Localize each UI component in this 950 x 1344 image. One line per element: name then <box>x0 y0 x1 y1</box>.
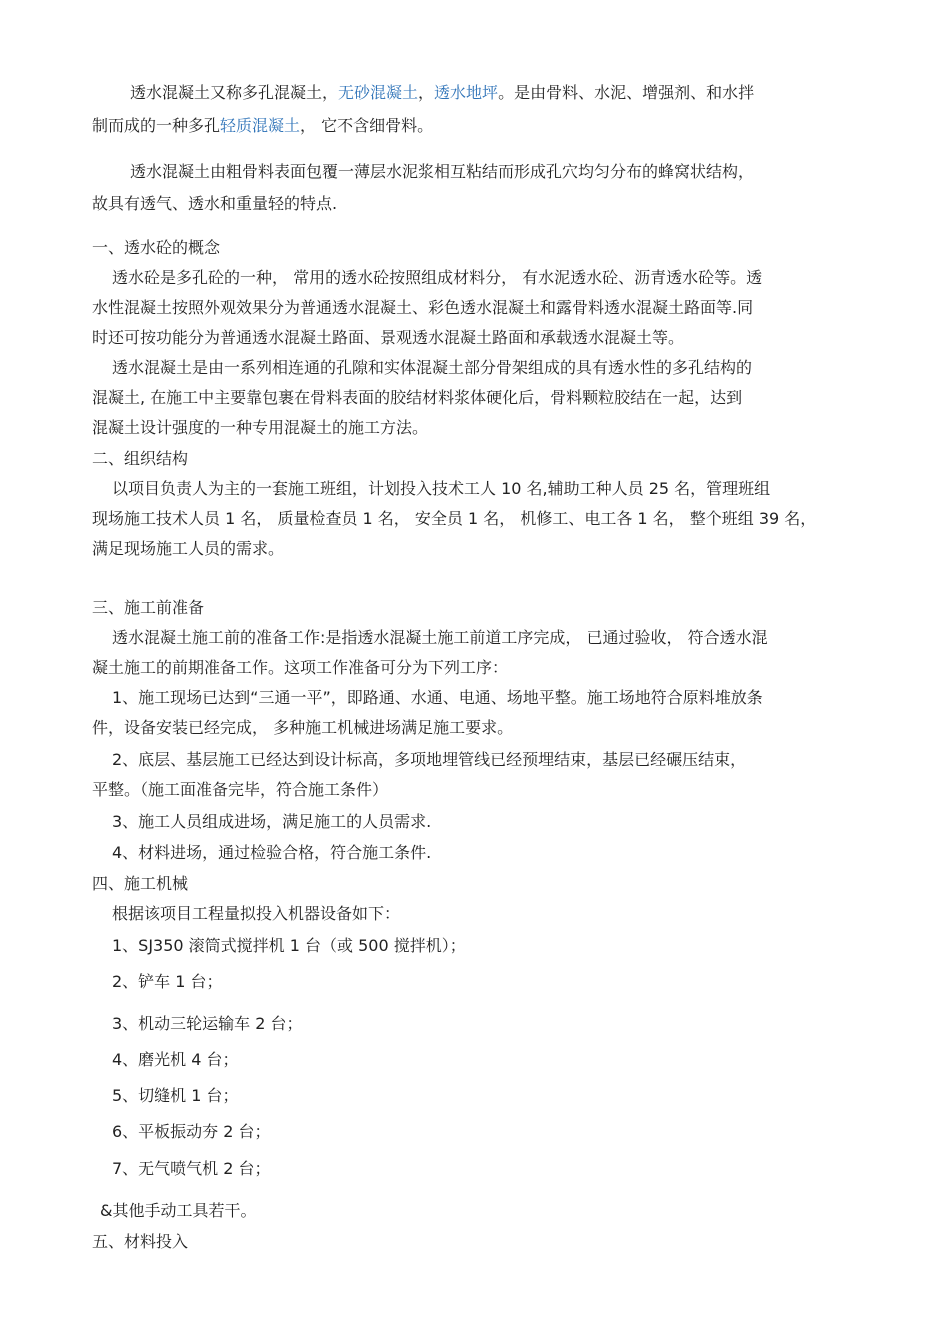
intro-line-2 <box>92 116 862 136</box>
section-2-heading: 二、组织结构 <box>92 449 189 468</box>
section-3-line: 平整。（施工面准备完毕，符合施工条件） <box>92 780 389 799</box>
section-2-line: 以项目负责人为主的一套施工班组，计划投入技术工人 10 名,辅助工种人员 25 名，管理班组 <box>112 479 771 498</box>
intro-text: 。是由骨料、水泥、增强剂、和水拌 <box>498 83 755 102</box>
intro-line-1 <box>130 83 900 103</box>
section-1-line: 混凝土设计强度的一种专用混凝土的施工方法。 <box>92 418 429 437</box>
other-tools-line: &其他手动工具若干。 <box>100 1201 257 1220</box>
section-2-line: 现场施工技术人员 1 名， 质量检查员 1 名， 安全员 1 名， 机修工、电工各 1 名， 整个班组 39 名， <box>92 509 817 528</box>
machine-list-item: 1、SJ350 滚筒式搅拌机 1 台（或 500 搅拌机）； <box>112 936 466 955</box>
intro-p2-line-2: 故具有透气、透水和重量轻的特点. <box>92 194 338 213</box>
section-3-heading: 三、施工前准备 <box>92 598 205 617</box>
machine-list-item: 4、磨光机 4 台； <box>112 1050 239 1069</box>
intro-text: ， 它不含细骨料。 <box>300 116 434 135</box>
link-wusha-concrete[interactable]: 无砂混凝土 <box>338 83 419 102</box>
intro-p2-line-1: 透水混凝土由粗骨料表面包覆一薄层水泥浆相互粘结而形成孔穴均匀分布的蜂窝状结构， <box>130 162 755 181</box>
machine-list-item: 6、平板振动夯 2 台； <box>112 1122 271 1141</box>
intro-text: ， <box>418 83 435 102</box>
link-lightweight-concrete[interactable]: 轻质混凝土 <box>220 116 301 135</box>
machine-list-item: 2、铲车 1 台； <box>112 972 223 991</box>
section-1-line: 水性混凝土按照外观效果分为普通透水混凝土、彩色透水混凝土和露骨料透水混凝土路面等.同 <box>92 298 754 317</box>
section-1-line: 透水砼是多孔砼的一种， 常用的透水砼按照组成材料分， 有水泥透水砼、沥青透水砼等。透 <box>112 268 763 287</box>
section-4-heading: 四、施工机械 <box>92 874 189 893</box>
section-1-heading: 一、透水砼的概念 <box>92 238 221 257</box>
section-3-line: 2、底层、基层施工已经达到设计标高，多项地埋管线已经预埋结束，基层已经碾压结束， <box>112 750 747 769</box>
section-4-intro: 根据该项目工程量拟投入机器设备如下： <box>112 904 401 923</box>
intro-text: 制而成的一种多孔 <box>92 116 221 135</box>
section-3-line: 3、施工人员组成进场，满足施工的人员需求. <box>112 812 432 831</box>
section-1-line: 时还可按功能分为普通透水混凝土路面、景观透水混凝土路面和承载透水混凝土等。 <box>92 328 685 347</box>
machine-list-item: 7、无气喷气机 2 台； <box>112 1159 271 1178</box>
machine-list-item: 3、机动三轮运输车 2 台； <box>112 1014 303 1033</box>
link-permeable-floor[interactable]: 透水地坪 <box>434 83 499 102</box>
section-1-line: 透水混凝土是由一系列相连通的孔隙和实体混凝土部分骨架组成的具有透水性的多孔结构的 <box>112 358 753 377</box>
section-3-line: 4、材料进场，通过检验合格，符合施工条件. <box>112 843 432 862</box>
section-5-heading: 五、材料投入 <box>92 1232 189 1251</box>
intro-text: 透水混凝土又称多孔混凝土， <box>130 83 339 102</box>
section-3-line: 1、施工现场已达到“三通一平”，即路通、水通、电通、场地平整。施工场地符合原料堆放条 <box>112 688 763 707</box>
section-3-line: 透水混凝土施工前的准备工作:是指透水混凝土施工前道工序完成， 已通过验收， 符合透水混 <box>112 628 768 647</box>
section-3-line: 件，设备安装已经完成， 多种施工机械进场满足施工要求。 <box>92 718 514 737</box>
machine-list-item: 5、切缝机 1 台； <box>112 1086 239 1105</box>
section-3-line: 凝土施工的前期准备工作。这项工作准备可分为下列工序： <box>92 658 509 677</box>
section-2-line: 满足现场施工人员的需求。 <box>92 539 285 558</box>
section-1-line: 混凝土, 在施工中主要靠包裹在骨料表面的胶结材料浆体硬化后，骨料颗粒胶结在一起，达到 <box>92 388 743 407</box>
